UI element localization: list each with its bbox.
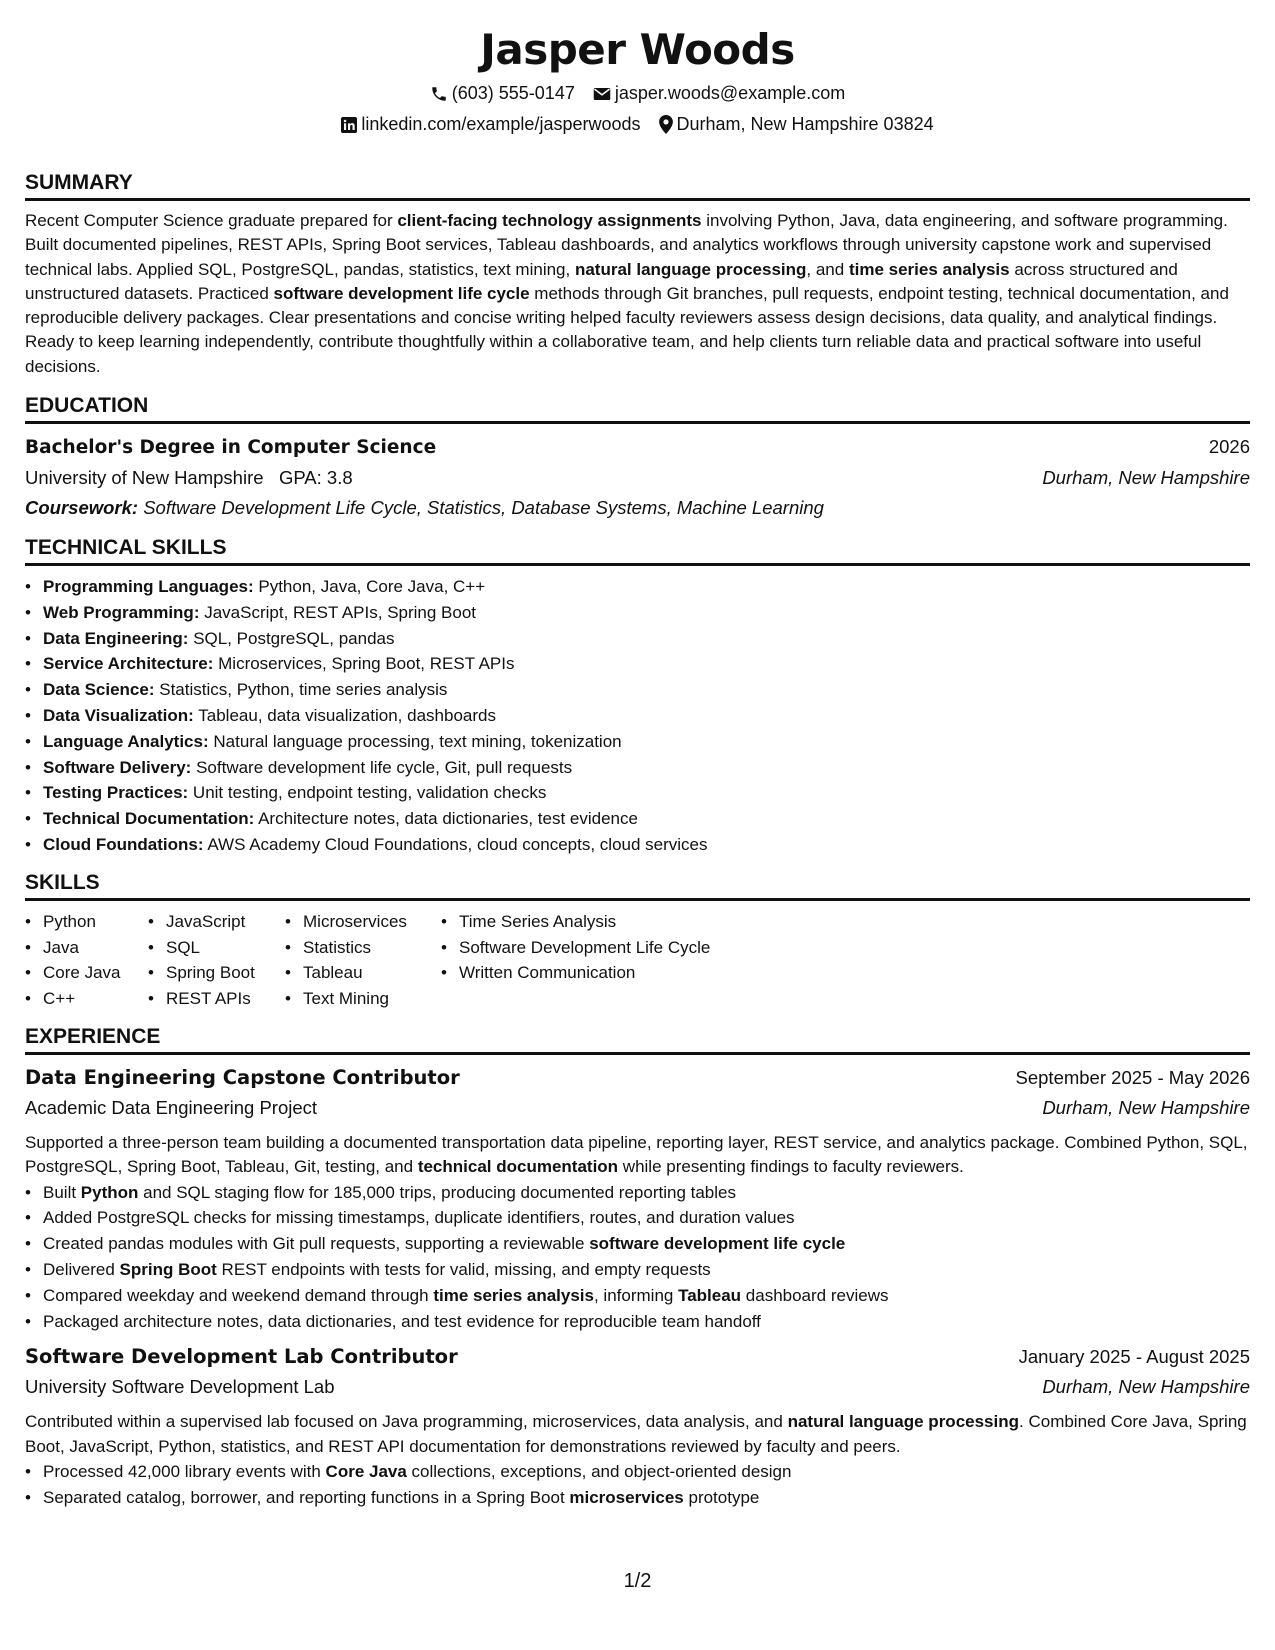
school-info (25, 463, 353, 493)
resume-page (25, 0, 1250, 1650)
experience-entry (25, 1063, 1250, 1334)
skill-label: Programming Languages: (43, 577, 254, 597)
bold-run: technical documentation (417, 1157, 619, 1177)
text-run: Supported a three-person team building a documented transportation data pipeline, reporting layer, REST service, and analytics package. Combined Python, SQL, PostgreSQL, Spring Boot, Tableau, Git, testing, and (25, 1133, 1248, 1177)
skill-label: Data Visualization: (43, 706, 194, 726)
location-contact (659, 109, 934, 140)
skill-value: JavaScript, REST APIs, Spring Boot (204, 602, 477, 622)
list-item: • Time Series Analysis (441, 909, 710, 935)
text-run: methods through Git branches, pull requests, endpoint testing, technical documentation, and reproducible delivery packages. Clear presentations and concise writing helped faculty reviewers assess design decisions, data quality, and analytical findings. Ready to keep learning independently, contribute thoughtfully within a collaborative team, and help clients turn reliable data and practical software into useful decisions. (25, 283, 1229, 376)
section-title-experience: EXPERIENCE (25, 1024, 1250, 1055)
gpa: GPA: 3.8 (278, 467, 353, 489)
job-organization: University Software Development Lab (25, 1376, 335, 1398)
linkedin-contact[interactable] (341, 109, 640, 140)
list-item: • Text Mining (285, 986, 421, 1012)
list-item (25, 677, 1250, 703)
list-item (25, 703, 1250, 729)
text-run: , informing (593, 1285, 679, 1305)
experience-entry (25, 1342, 1250, 1510)
phone-contact (430, 78, 575, 109)
text-run: Built (43, 1182, 81, 1202)
skill-value: Unit testing, endpoint testing, validation checks (192, 783, 547, 803)
skills-column-3 (285, 909, 421, 1012)
list-item (25, 600, 1250, 626)
list-item: • Microservices (285, 909, 421, 935)
skills-column-2 (148, 909, 265, 1012)
list-item (25, 1180, 1250, 1206)
list-item: • Spring Boot (148, 960, 265, 986)
section-title-technical-skills: TECHNICAL SKILLS (25, 535, 1250, 566)
text-run: Processed 42,000 library events with (43, 1462, 326, 1481)
skills-section (25, 870, 1250, 1012)
list-item: • Java (25, 935, 128, 961)
education-section (25, 393, 1250, 523)
text-run: Contributed within a supervised lab focused on Java programming, microservices, data analysis, and (25, 1412, 788, 1432)
skill-value: Python, Java, Core Java, C++ (258, 577, 486, 597)
text-run: while presenting findings to faculty reviewers. (618, 1157, 964, 1177)
education-school-row (25, 463, 1250, 493)
location-text: Durham, New Hampshire 03824 (676, 114, 934, 134)
section-title-skills: SKILLS (25, 870, 1250, 901)
skill-label: Cloud Foundations: (43, 835, 204, 855)
list-item: • Written Communication (441, 960, 710, 986)
list-item (25, 755, 1250, 781)
school-name: University of New Hampshire (25, 467, 264, 489)
bold-run: software development life cycle (589, 1234, 846, 1254)
coursework-line (25, 493, 1250, 523)
education-degree-row (25, 432, 1250, 463)
list-item: • Statistics (285, 935, 421, 961)
skill-value: Microservices, Spring Boot, REST APIs (218, 654, 515, 674)
skills-column-4 (441, 909, 710, 1012)
text-run: across structured and unstructured datasets. Practiced (25, 259, 1178, 303)
envelope-icon (593, 86, 611, 102)
text-run: Separated catalog, borrower, and reporting functions in a Spring Boot (43, 1487, 570, 1507)
bold-run: Core Java (325, 1462, 407, 1481)
contact-row-secondary (25, 109, 1250, 140)
technical-skills-list (25, 574, 1250, 858)
list-item: • C++ (25, 986, 128, 1012)
list-item (25, 780, 1250, 806)
summary-section (25, 170, 1250, 379)
job-description (25, 1410, 1250, 1459)
bold-run: software development life cycle (273, 283, 530, 303)
list-item (25, 1309, 1250, 1335)
email-address[interactable]: jasper.woods@example.com (614, 83, 846, 103)
text-run: involving Python, Java, data engineering, and software programming. Built documented pipelines, REST APIs, Spring Boot services, Tableau dashboards, and analytics workflows through university capstone work and supervised technical labs. Applied SQL, PostgreSQL, pandas, statistics, text mining, (25, 211, 1228, 279)
list-item (25, 729, 1250, 755)
text-run: dashboard reviews (741, 1285, 889, 1305)
contact-row-primary (25, 78, 1250, 109)
list-item: • REST APIs (148, 986, 265, 1012)
job-org-row (25, 1372, 1250, 1402)
job-dates: January 2025 - August 2025 (1018, 1346, 1250, 1368)
text-run: Created pandas modules with Git pull requests, supporting a reviewable (43, 1234, 590, 1254)
job-description (25, 1131, 1250, 1180)
list-item (25, 651, 1250, 677)
list-item: • Python (25, 909, 128, 935)
list-item: • JavaScript (148, 909, 265, 935)
bold-run: Python (80, 1182, 139, 1202)
skill-label: Data Science: (43, 680, 155, 700)
text-run: and SQL staging flow for 185,000 trips, producing documented reporting tables (138, 1182, 736, 1202)
phone-number: (603) 555-0147 (451, 83, 575, 103)
section-title-education: EDUCATION (25, 393, 1250, 424)
skills-columns (25, 909, 1250, 1012)
skills-column-1 (25, 909, 128, 1012)
list-item (25, 1231, 1250, 1257)
map-pin-icon (659, 115, 673, 134)
page-number: 1/2 (623, 1570, 652, 1592)
skill-label: Data Engineering: (43, 628, 189, 648)
skill-label: Service Architecture: (43, 654, 214, 674)
skill-value: Architecture notes, data dictionaries, test evidence (258, 809, 638, 829)
text-run: Recent Computer Science graduate prepared for (25, 211, 398, 230)
linkedin-icon (341, 117, 357, 133)
bold-run: natural language processing (787, 1412, 1020, 1432)
list-item (25, 1205, 1250, 1231)
job-title-row (25, 1342, 1250, 1372)
list-item (25, 1257, 1250, 1283)
skill-value: Statistics, Python, time series analysis (159, 680, 448, 700)
text-run: collections, exceptions, and object-oriented design (406, 1462, 792, 1481)
job-title-row (25, 1063, 1250, 1093)
text-run: Added PostgreSQL checks for missing timestamps, duplicate identifiers, routes, and duration values (43, 1208, 795, 1228)
list-item: • SQL (148, 935, 265, 961)
list-item (25, 806, 1250, 832)
list-item (25, 1459, 1250, 1485)
list-item (25, 574, 1250, 600)
list-item: • Core Java (25, 960, 128, 986)
skill-label: Language Analytics: (43, 731, 209, 751)
skill-value: Tableau, data visualization, dashboards (198, 706, 496, 726)
list-item (25, 1283, 1250, 1309)
text-run: Packaged architecture notes, data dictionaries, and test evidence for reproducible team handoff (43, 1311, 761, 1331)
text-run: REST endpoints with tests for valid, missing, and empty requests (216, 1260, 711, 1280)
phone-icon (430, 85, 448, 103)
candidate-name: Jasper Woods (480, 25, 795, 74)
skill-label: Software Delivery: (43, 757, 192, 777)
job-bullets (25, 1459, 1250, 1511)
list-item (25, 626, 1250, 652)
bold-run: client-facing technology assignments (397, 211, 702, 230)
experience-section (25, 1024, 1250, 1511)
technical-skills-section (25, 535, 1250, 858)
bold-run: time series analysis (848, 259, 1010, 279)
bold-run: time series analysis (433, 1285, 594, 1305)
linkedin-url[interactable]: linkedin.com/example/jasperwoods (361, 114, 641, 134)
skill-value: SQL, PostgreSQL, pandas (193, 628, 395, 648)
text-run: Compared weekday and weekend demand through (43, 1285, 434, 1305)
bold-run: Spring Boot (119, 1260, 217, 1280)
job-org-row (25, 1093, 1250, 1123)
list-item: • Software Development Life Cycle (441, 935, 710, 961)
skill-value: AWS Academy Cloud Foundations, cloud concepts, cloud services (207, 835, 708, 855)
job-title: Data Engineering Capstone Contributor (25, 1066, 460, 1090)
bold-run: natural language processing (574, 259, 807, 279)
bold-run: Tableau (678, 1285, 742, 1305)
degree-name: Bachelor's Degree in Computer Science (25, 437, 437, 459)
school-location: Durham, New Hampshire (1042, 467, 1250, 489)
graduation-year: 2026 (1208, 436, 1250, 458)
list-item: • Tableau (285, 960, 421, 986)
skill-label: Web Programming: (43, 602, 200, 622)
section-title-summary: SUMMARY (25, 170, 1250, 201)
summary-text (25, 209, 1250, 379)
skill-label: Technical Documentation: (43, 809, 255, 829)
coursework-list: Software Development Life Cycle, Statistics, Database Systems, Machine Learning (143, 497, 824, 519)
email-contact[interactable] (593, 78, 845, 109)
skill-value: Software development life cycle, Git, pull requests (196, 757, 573, 777)
job-organization: Academic Data Engineering Project (25, 1097, 318, 1119)
job-location: Durham, New Hampshire (1042, 1376, 1250, 1398)
coursework-label: Coursework: (25, 497, 139, 519)
list-item (25, 832, 1250, 858)
text-run: Delivered (43, 1260, 120, 1280)
resume-header (25, 22, 1250, 140)
job-title: Software Development Lab Contributor (25, 1345, 458, 1369)
job-location: Durham, New Hampshire (1042, 1097, 1250, 1119)
job-dates: September 2025 - May 2026 (1015, 1067, 1250, 1089)
text-run: , and (806, 259, 849, 279)
job-bullets (25, 1180, 1250, 1335)
skill-value: Natural language processing, text mining, tokenization (213, 731, 622, 751)
bold-run: microservices (569, 1487, 684, 1507)
text-run: . Combined Core Java, Spring Boot, JavaScript, Python, statistics, and REST API documentation for demonstrations reviewed by faculty and peers. (25, 1412, 1247, 1456)
skill-label: Testing Practices: (43, 783, 189, 803)
text-run: prototype (683, 1487, 760, 1507)
list-item (25, 1485, 1250, 1511)
